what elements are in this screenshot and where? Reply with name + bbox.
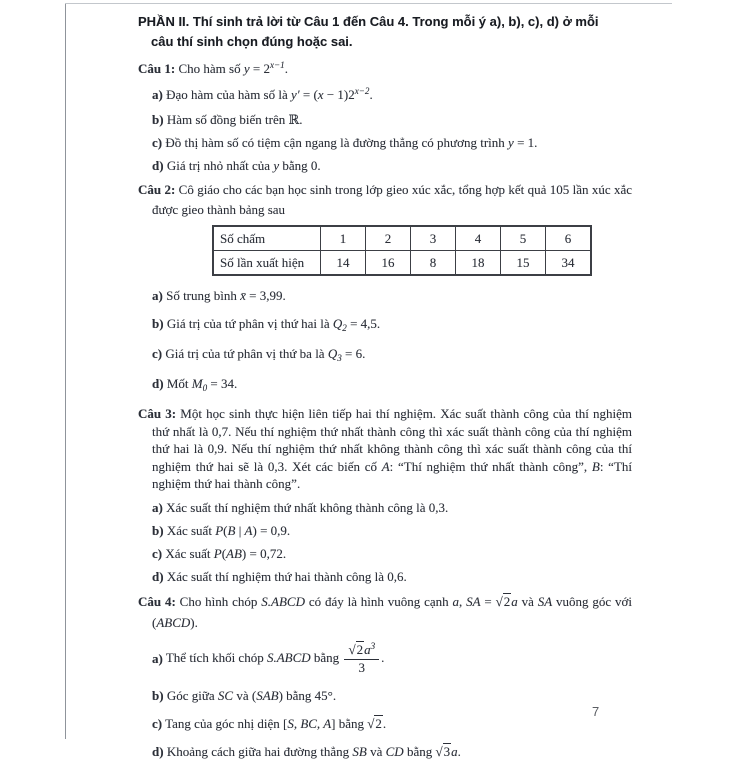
table-cell: 6 xyxy=(546,226,592,251)
table-cell: 16 xyxy=(366,251,411,276)
item-letter: d) xyxy=(152,376,164,391)
question-1 xyxy=(138,59,632,174)
table-cell: 4 xyxy=(456,226,501,251)
item-letter: b) xyxy=(152,522,164,538)
item-text: Giá trị của tứ phân vị thứ hai là $Q_2 = 4,5$. xyxy=(163,316,381,333)
question-2-item-d xyxy=(152,375,632,394)
item-letter: d) xyxy=(152,744,164,760)
table-cell: 18 xyxy=(456,251,501,276)
question-2-label: Câu 2: xyxy=(138,182,176,197)
page-number: 7 xyxy=(592,704,600,719)
table-row xyxy=(213,226,591,251)
item-letter: a) xyxy=(152,87,163,102)
question-4-item-d xyxy=(152,743,632,760)
question-3-item-d xyxy=(152,568,632,585)
item-text: Xác suất thí nghiệm thứ hai thành công là 0,6. xyxy=(163,568,407,584)
page-left-border xyxy=(65,3,66,739)
question-4-label: Câu 4: xyxy=(138,593,176,609)
item-letter: c) xyxy=(152,346,163,361)
table-cell: Số chấm xyxy=(213,226,321,251)
question-3-label: Câu 3: xyxy=(138,406,177,421)
item-letter: a) xyxy=(152,650,163,666)
item-letter: b) xyxy=(152,316,164,331)
item-letter: b) xyxy=(152,688,164,704)
item-text: Xác suất P(B | A) = 0,9. xyxy=(163,522,291,538)
question-2-item-c xyxy=(152,345,632,364)
question-4-item-b xyxy=(152,687,632,704)
question-1-item-d xyxy=(152,157,632,174)
item-letter: d) xyxy=(152,158,164,173)
part-header xyxy=(138,12,632,52)
question-2-intro xyxy=(138,180,632,220)
table-row xyxy=(213,251,591,276)
item-text: Đạo hàm của hàm số là $y' = (x - 1)2^{x-2}$. xyxy=(162,86,373,102)
dice-results-table xyxy=(212,225,592,276)
item-text: Giá trị nhỏ nhất của y bằng 0. xyxy=(163,158,321,173)
question-3-item-b xyxy=(152,522,632,539)
table-cell: 8 xyxy=(411,251,456,276)
item-letter: c) xyxy=(152,716,163,732)
question-2-intro-text: Cô giáo cho các bạn học sinh trong lớp gieo xúc xắc, tổng hợp kết quả 105 lần xúc xắc được gieo thành bảng sau xyxy=(152,182,632,217)
item-letter: c) xyxy=(152,545,163,561)
question-4-intro xyxy=(138,591,632,633)
table-cell: Số lần xuất hiện xyxy=(213,251,321,276)
question-1-intro-text: Cho hàm số $y = 2^{x-1}$. xyxy=(175,60,288,76)
item-text: Số trung bình x̄ = 3,99. xyxy=(162,288,286,303)
question-1-intro xyxy=(138,59,632,80)
item-text: Hàm số đồng biến trên ℝ. xyxy=(163,112,303,127)
question-3-item-c xyxy=(152,545,632,562)
table-cell: 34 xyxy=(546,251,592,276)
question-1-item-c xyxy=(152,134,632,151)
item-letter: a) xyxy=(152,499,163,515)
table-cell: 14 xyxy=(321,251,366,276)
part-header-line1: PHẦN II. Thí sinh trả lời từ Câu 1 đến Câu 4. Trong mỗi ý a), b), c), d) ở mỗi xyxy=(138,14,599,29)
question-1-item-b xyxy=(152,111,632,128)
item-letter: d) xyxy=(152,568,164,584)
exam-content xyxy=(138,12,632,771)
item-text: Giá trị của tứ phân vị thứ ba là $Q_3 = 6$. xyxy=(162,346,366,363)
question-3-intro-text: Một học sinh thực hiện liên tiếp hai thí nghiệm. Xác suất thành công của thí nghiệm thứ nhất là 0,7. Nếu thí nghiệm thứ nhất thành công thì xác suất thành công của thí nghiệm thứ hai là 0,9. Nếu thí nghiệm thứ nhất không thành công thì xác suất thành công của thí nghiệm thứ hai sẽ là 0,3. Xét các biến cố A: “Thí nghiệm thứ nhất thành công”, B: “Thí nghiệm thứ hai thành công”. xyxy=(152,406,633,491)
question-2-item-b xyxy=(152,315,632,334)
item-letter: b) xyxy=(152,112,164,127)
question-4-item-c xyxy=(152,715,632,732)
item-letter: c) xyxy=(152,135,163,150)
question-1-item-a xyxy=(152,86,632,105)
item-letter: a) xyxy=(152,288,163,303)
item-text: Mốt $M_0 = 34$. xyxy=(163,376,238,393)
page-top-border xyxy=(65,3,672,4)
table-cell: 5 xyxy=(501,226,546,251)
item-text: Tang của góc nhị diện [S, BC, A] bằng √2. xyxy=(162,716,387,732)
question-3 xyxy=(138,405,632,585)
table-cell: 1 xyxy=(321,226,366,251)
question-4-item-a xyxy=(152,640,632,677)
item-text: Đồ thị hàm số có tiệm cận ngang là đường thẳng có phương trình y = 1. xyxy=(162,135,538,150)
table-cell: 15 xyxy=(501,251,546,276)
question-1-label: Câu 1: xyxy=(138,61,176,76)
item-text: Khoảng cách giữa hai đường thẳng SB và CD bằng √3a. xyxy=(163,744,461,760)
table-cell: 2 xyxy=(366,226,411,251)
item-text: Thể tích khối chóp S.ABCD bằng $\frac{√2a^3}{3}$ . xyxy=(162,640,385,676)
question-4-intro-text: Cho hình chóp S.ABCD có đáy là hình vuông cạnh a, SA = √2a và SA vuông góc với (ABCD). xyxy=(152,593,633,630)
item-text: Xác suất P(AB) = 0,72. xyxy=(162,545,287,561)
part-header-line2: câu thí sinh chọn đúng hoặc sai. xyxy=(151,34,353,49)
question-3-item-a xyxy=(152,499,632,516)
item-text: Góc giữa SC và (SAB) bằng 45°. xyxy=(163,688,337,704)
question-3-intro xyxy=(138,405,632,493)
item-text: Xác suất thí nghiệm thứ nhất không thành công là 0,3. xyxy=(162,499,449,515)
table-cell: 3 xyxy=(411,226,456,251)
question-4 xyxy=(138,591,632,761)
question-2-item-a xyxy=(152,287,632,304)
question-2 xyxy=(138,180,632,394)
